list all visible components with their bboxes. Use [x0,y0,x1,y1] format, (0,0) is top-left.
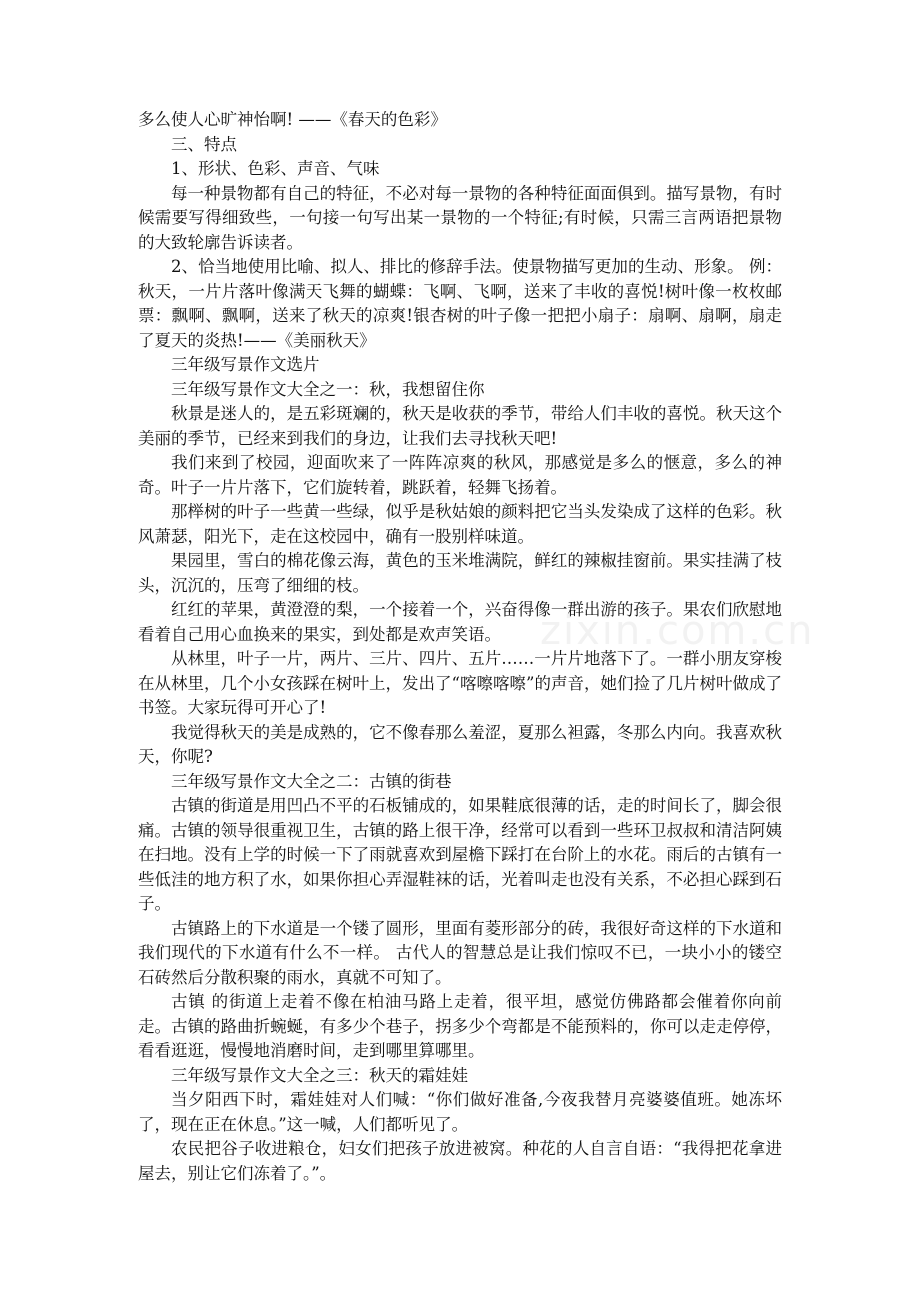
paragraph-old-town-2: 古镇路上的下水道是一个镂了圆形，里面有菱形部分的砖，我很好奇这样的下水道和我们现代的下水道有什么不一样。 古代人的智慧总是让我们惊叹不已，一块小小的镂空石砖然后分散积聚的雨水，真就不可知了。 [138,918,782,987]
essay-title-old-town: 三年级写景作文大全之二：古镇的街巷 [171,771,452,791]
paragraph-autumn-6: 从林里，叶子一片，两片、三片、四片、五片……一片片地落下了。一群小朋友穿梭在从林里，几个小女孩踩在树叶上，发出了“喀嚓喀嚓”的声音，她们捡了几片树叶做成了书签。大家玩得可开心了! [138,649,782,717]
subheading-shape-color: 1、形状、色彩、声音、气味 [171,159,380,178]
essay-title-autumn: 三年级写景作文大全之一：秋，我想留住你 [171,379,485,399]
paragraph-frost-1: 当夕阳西下时，霜娃娃对人们喊：“你们做好准备,今夜我替月亮婆婆值班。她冻坏了，现在正在休息。”这一喊，人们都听见了。 [138,1090,782,1134]
paragraph-rhetoric-example: 2、恰当地使用比喻、拟人、排比的修辞手法。使景物描写更加的生动、形象。 例：秋天，一片片落叶像满天飞舞的蝴蝶：飞啊、飞啊，送来了丰收的喜悦!树叶像一枚枚邮票：飘啊、飘啊，送来了秋天的凉爽!银杏树的叶子像一把把小扇子：扇啊、扇啊，扇走了夏天的炎热!——《美丽秋天》 [138,257,782,350]
paragraph-autumn-4: 果园里，雪白的棉花像云海，黄色的玉米堆满院，鲜红的辣椒挂窗前。果实挂满了枝头，沉沉的，压弯了细细的枝。 [138,551,782,595]
paragraph-autumn-7: 我觉得秋天的美是成熟的，它不像春那么羞涩，夏那么袒露，冬那么内向。我喜欢秋天，你呢? [138,722,782,766]
watermark-text: zixin.com.cn [540,608,815,654]
paragraph-autumn-2: 我们来到了校园，迎面吹来了一阵阵凉爽的秋风，那感觉是多么的惬意，多么的神奇。叶子一片片落下，它们旋转着，跳跃着，轻舞飞扬着。 [138,453,782,497]
paragraph-frost-2: 农民把谷子收进粮仓，妇女们把孩子放进被窝。种花的人自言自语：“我得把花拿进屋去，别让它们冻着了。”。 [138,1139,782,1183]
paragraph-old-town-3: 古镇 的街道上走着不像在柏油马路上走着，很平坦，感觉仿佛路都会催着你向前走。古镇的路曲折蜿蜒，有多少个巷子，拐多少个弯都是不能预料的，你可以走走停停，看看逛逛，慢慢地消磨时间，走到哪里算哪里。 [138,992,782,1060]
paragraph-feature-description: 每一种景物都有自己的特征，不必对每一景物的各种特征面面俱到。描写景物，有时候需要写得细致些，一句接一句写出某一景物的一个特征;有时候，只需三言两语把景物的大致轮廓告诉读者。 [138,183,782,252]
essay-title-frost: 三年级写景作文大全之三：秋天的霜娃娃 [171,1065,468,1085]
paragraph-autumn-5: 红红的苹果，黄澄澄的梨，一个接着一个，兴奋得像一群出游的孩子。果农们欣慰地看着自己用心血换来的果实，到处都是欢声笑语。 [138,600,782,644]
paragraph-autumn-1: 秋景是迷人的，是五彩斑斓的，秋天是收获的季节，带给人们丰收的喜悦。秋天这个美丽的季节，已经来到我们的身边，让我们去寻找秋天吧! [138,404,782,448]
paragraph-autumn-3: 那榉树的叶子一些黄一些绿，似乎是秋姑娘的颜料把它当头发染成了这样的色彩。秋风萧瑟，阳光下，走在这校园中，确有一股别样味道。 [138,502,782,546]
paragraph-quote-spring: 多么使人心旷神怡啊! ——《春天的色彩》 [138,110,447,129]
paragraph-old-town-1: 古镇的街道是用凹凸不平的石板铺成的，如果鞋底很薄的话，走的时间长了，脚会很痛。古镇的领导很重视卫生，古镇的路上很干净，经常可以看到一些环卫叔叔和清洁阿姨在扫地。没有上学的时候一下了雨就喜欢到屋檐下踩打在台阶上的水花。雨后的古镇有一些低洼的地方积了水，如果你担心弄湿鞋袜的话，光着叫走也没有关系，不必担心踩到石子。 [138,796,782,913]
section-heading-essay-selection: 三年级写景作文选片 [171,355,320,374]
section-heading-features: 三、特点 [171,134,237,154]
